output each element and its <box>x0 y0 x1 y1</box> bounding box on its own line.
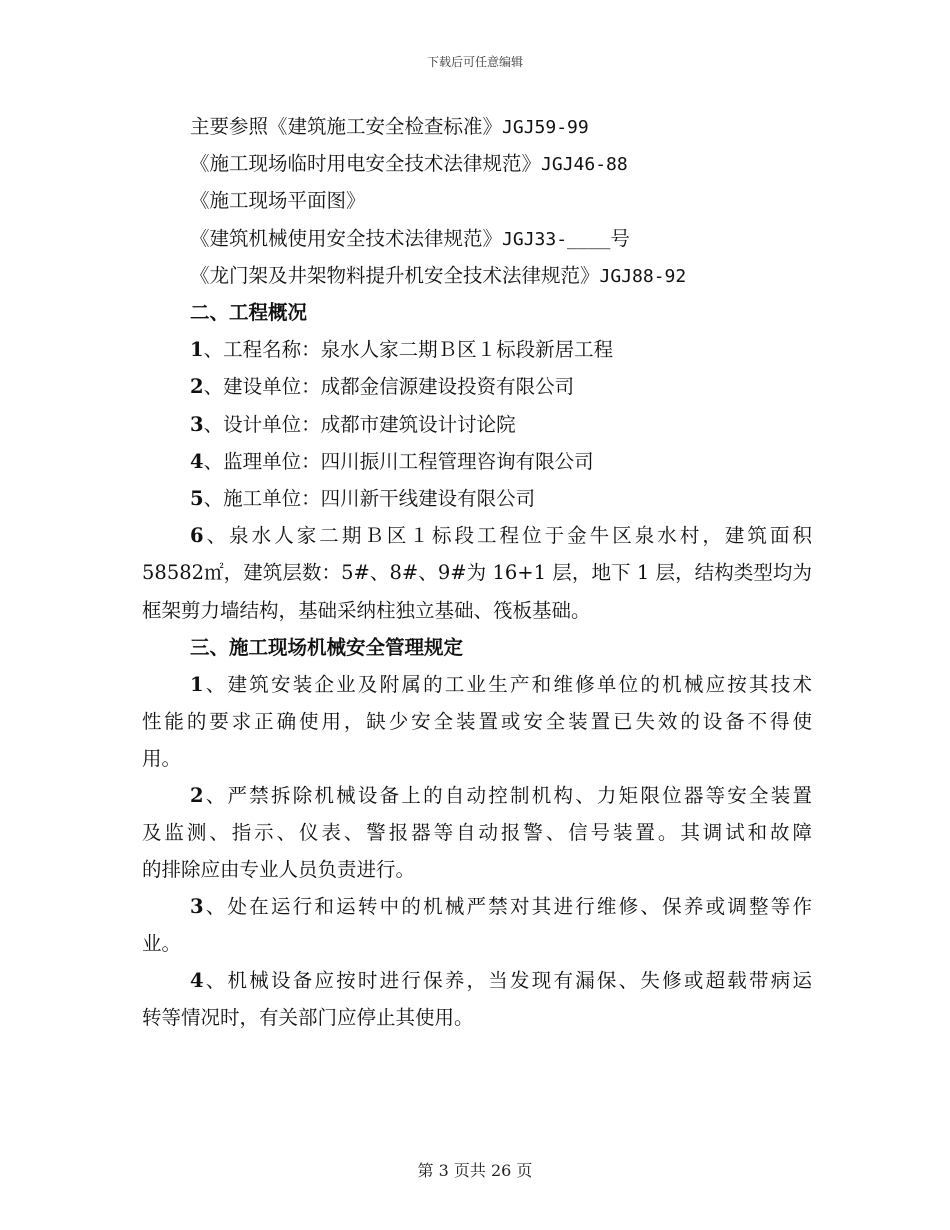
reference-title: 《龙门架及井架物料提升机安全技术法律规范》 <box>190 264 600 287</box>
project-item-2 <box>190 375 812 399</box>
reference-code: JGJ59-99 <box>502 117 589 138</box>
item-number: 2 <box>190 784 204 807</box>
item-text: 、设计单位：成都市建筑设计讨论院 <box>203 413 516 436</box>
rule-1-line-1 <box>190 673 812 697</box>
item-text: 、处在运行和运转中的机械严禁对其进行维修、保养或调整等作 <box>203 895 812 918</box>
project-item-6-line-2: 58582㎡，建筑层数：5#、8#、9#为 16+1 层，地下 1 层，结构类型均为 <box>142 561 812 584</box>
reference-suffix: 号 <box>610 227 630 250</box>
section-3-heading: 三、施工现场机械安全管理规定 <box>190 636 464 659</box>
item-text: 、监理单位：四川振川工程管理咨询有限公司 <box>203 450 594 473</box>
section-2-heading: 二、工程概况 <box>190 301 308 324</box>
item-text: 、建筑安装企业及附属的工业生产和维修单位的机械应按其技术 <box>203 673 812 696</box>
item-number: 1 <box>190 673 204 696</box>
reference-title: 《建筑机械使用安全技术法律规范》 <box>190 227 503 250</box>
rule-3-line-2: 业。 <box>142 932 182 955</box>
reference-line-5 <box>190 264 812 289</box>
item-text: 、严禁拆除机械设备上的自动控制机构、力矩限位器等安全装置 <box>203 784 812 807</box>
item-number: 5 <box>190 487 204 510</box>
item-text: 、泉水人家二期Ｂ区１标段工程位于金牛区泉水村，建筑面积 <box>203 524 812 547</box>
item-number: 1 <box>190 338 204 361</box>
reference-code: JGJ88-92 <box>599 266 687 287</box>
reference-title: 主要参照《建筑施工安全检查标准》 <box>190 115 503 138</box>
item-text: 、建设单位：成都金信源建设投资有限公司 <box>203 375 575 398</box>
item-number: 2 <box>190 375 204 398</box>
item-number: 3 <box>190 895 204 918</box>
item-number: 4 <box>190 450 204 473</box>
rule-2-line-1 <box>190 784 812 808</box>
rule-4-line-2: 转等情况时，有关部门应停止其使用。 <box>142 1006 474 1029</box>
rule-1-line-3: 用。 <box>142 747 182 770</box>
project-item-6-line-3: 框架剪力墙结构，基础采纳柱独立基础、筏板基础。 <box>142 599 591 622</box>
rule-3-line-1 <box>190 895 812 919</box>
reference-code: JGJ46-88 <box>541 154 628 175</box>
item-number: 6 <box>190 524 204 547</box>
reference-line-3 <box>190 189 812 213</box>
reference-title: 《施工现场平面图》 <box>190 189 366 212</box>
item-number: 4 <box>190 969 204 992</box>
project-item-5 <box>190 487 812 511</box>
project-item-6-line-1 <box>190 524 812 548</box>
rule-2-line-2: 及监测、指示、仪表、警报器等自动报警、信号装置。其调试和故障 <box>142 821 812 844</box>
reference-line-2 <box>190 152 812 177</box>
reference-code: JGJ33-____ <box>502 229 611 250</box>
reference-line-4 <box>190 227 812 252</box>
project-item-3 <box>190 413 812 437</box>
item-text: 、工程名称：泉水人家二期Ｂ区１标段新居工程 <box>203 338 614 361</box>
rule-1-line-2: 性能的要求正确使用，缺少安全装置或安全装置已失效的设备不得使 <box>142 710 812 733</box>
project-item-4 <box>190 450 812 474</box>
item-text: 、机械设备应按时进行保养，当发现有漏保、失修或超载带病运 <box>203 969 812 992</box>
reference-line-1 <box>190 115 812 140</box>
item-number: 3 <box>190 413 204 436</box>
project-item-1 <box>190 338 812 362</box>
page-footer: 第 3 页共 26 页 <box>417 1161 533 1180</box>
rule-4-line-1 <box>190 969 812 993</box>
page-header: 下载后可任意编辑 <box>426 55 523 69</box>
item-text: 、施工单位：四川新干线建设有限公司 <box>203 487 536 510</box>
reference-title: 《施工现场临时用电安全技术法律规范》 <box>190 152 542 175</box>
rule-2-line-3: 的排除应由专业人员负责进行。 <box>142 858 416 881</box>
